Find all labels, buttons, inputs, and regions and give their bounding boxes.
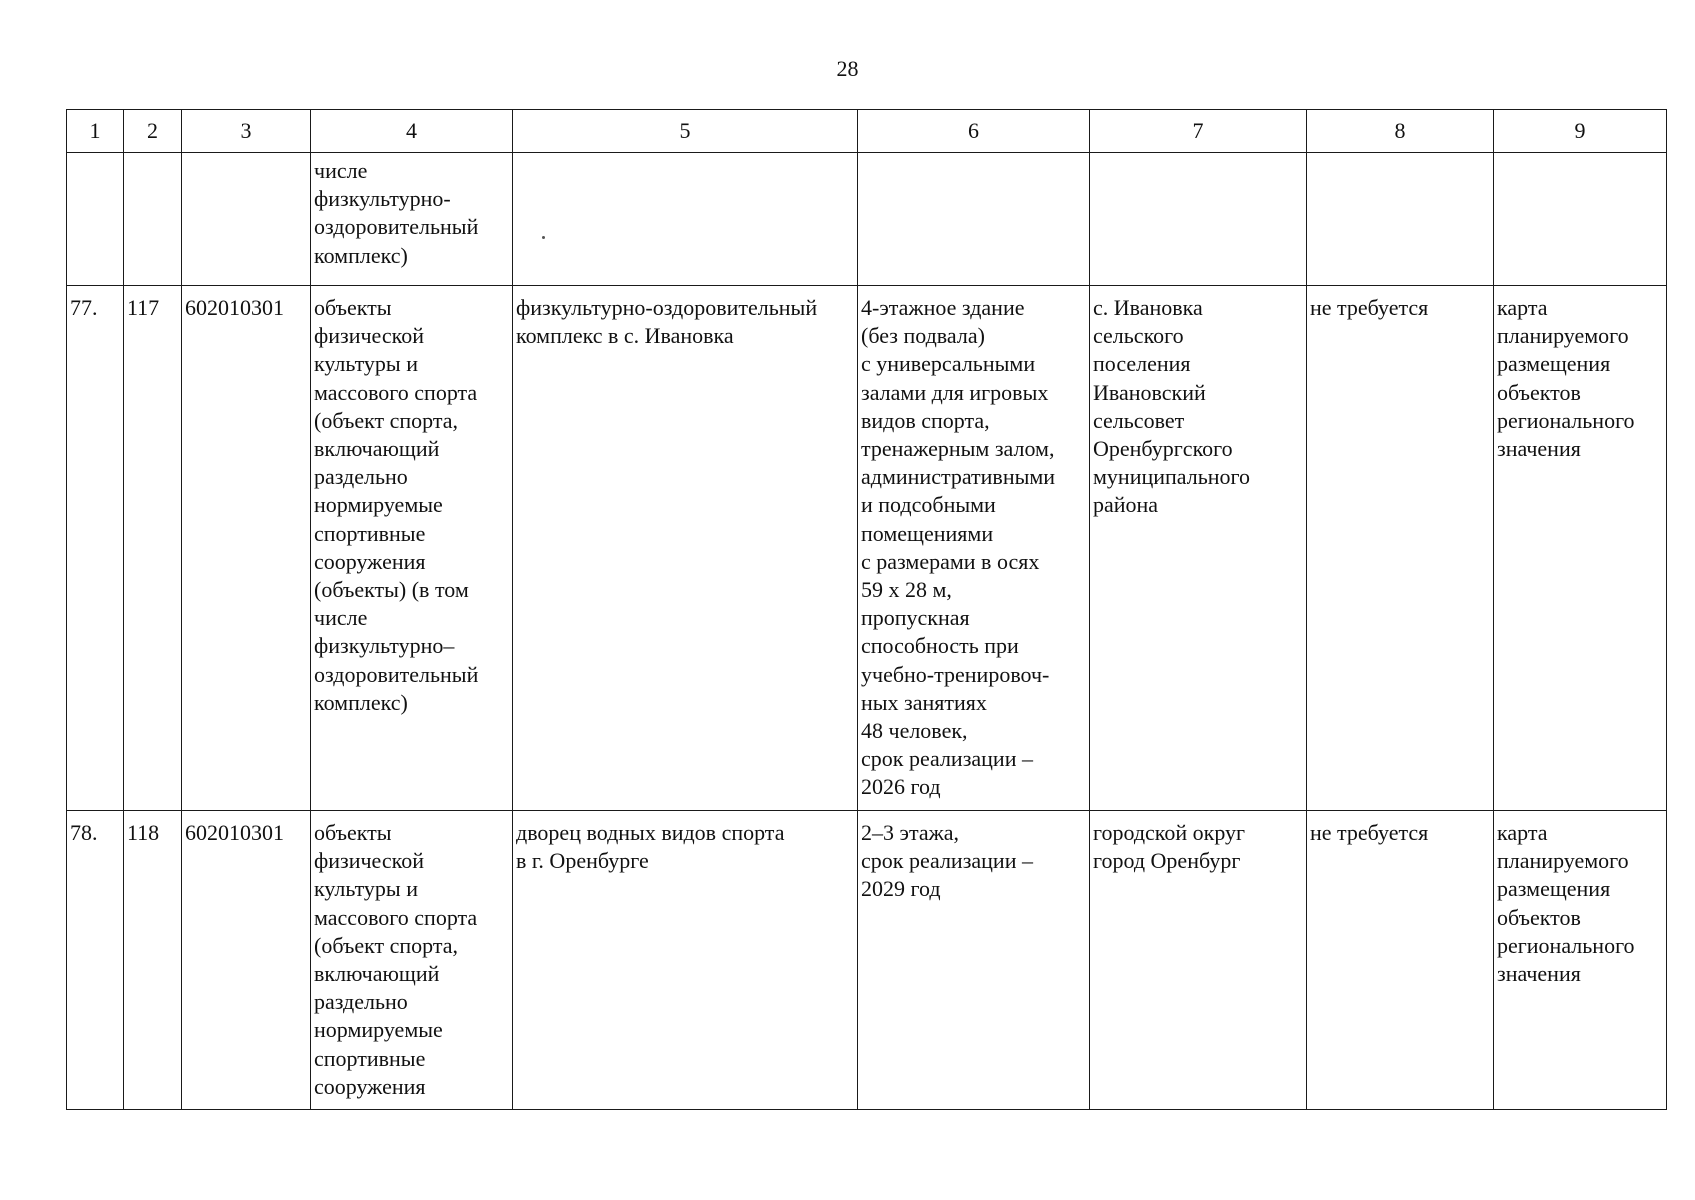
column-header-1: 1 xyxy=(67,110,124,153)
table-row-continuation xyxy=(67,153,1667,286)
cell-object-type: объекты физической культуры и массового спорта (объект спорта, включающий раздельно нормируемые спортивные сооружения xyxy=(311,811,513,1110)
cell-characteristics: 2–3 этажа, срок реализации – 2029 год xyxy=(858,811,1090,1110)
cell-row-number: 77. xyxy=(67,286,124,811)
table-row-78 xyxy=(67,811,1667,1110)
document-table xyxy=(66,109,1667,1110)
column-header-5: 5 xyxy=(513,110,858,153)
cell-location: городской округ город Оренбург xyxy=(1090,811,1307,1110)
cell-object-type: числе физкультурно- оздоровительный комплекс) xyxy=(311,153,513,286)
cell-row-number xyxy=(67,153,124,286)
cell-map: карта планируемого размещения объектов регионального значения xyxy=(1494,811,1667,1110)
cell-object-name: физкультурно-оздоровительный комплекс в с. Ивановка xyxy=(513,286,858,811)
cell-row-number: 78. xyxy=(67,811,124,1110)
cell-object-name xyxy=(513,153,858,286)
cell-object-type: объекты физической культуры и массового спорта (объект спорта, включающий раздельно нормируемые спортивные сооружения (объекты) (в том числе физкультурно– оздоровительный комплекс) xyxy=(311,286,513,811)
cell-location: с. Ивановка сельского поселения Ивановский сельсовет Оренбургского муниципального района xyxy=(1090,286,1307,811)
cell-zone xyxy=(1307,153,1494,286)
cell-characteristics: 4-этажное здание (без подвала) с универсальными залами для игровых видов спорта, тренажерным залом, административными и подсобными помещениями с размерами в осях 59 х 28 м, пропускная способность при учебно-тренировоч- ных занятиях 48 человек, срок реализации – 2026 год xyxy=(858,286,1090,811)
column-header-9: 9 xyxy=(1494,110,1667,153)
cell-item-number: 118 xyxy=(124,811,182,1110)
column-header-8: 8 xyxy=(1307,110,1494,153)
cell-object-name: дворец водных видов спорта в г. Оренбурге xyxy=(513,811,858,1110)
column-header-2: 2 xyxy=(124,110,182,153)
cell-code: 602010301 xyxy=(182,286,311,811)
column-header-6: 6 xyxy=(858,110,1090,153)
column-header-4: 4 xyxy=(311,110,513,153)
page-number: 28 xyxy=(836,56,859,81)
cell-location xyxy=(1090,153,1307,286)
cell-map: карта планируемого размещения объектов регионального значения xyxy=(1494,286,1667,811)
header-row xyxy=(67,110,1667,153)
table-row-77 xyxy=(67,286,1667,811)
cell-zone: не требуется xyxy=(1307,286,1494,811)
cell-item-number: 117 xyxy=(124,286,182,811)
cell-map xyxy=(1494,153,1667,286)
stray-dot xyxy=(542,236,545,239)
cell-item-number xyxy=(124,153,182,286)
cell-characteristics xyxy=(858,153,1090,286)
column-header-3: 3 xyxy=(182,110,311,153)
cell-zone: не требуется xyxy=(1307,811,1494,1110)
column-header-7: 7 xyxy=(1090,110,1307,153)
cell-code: 602010301 xyxy=(182,811,311,1110)
cell-code xyxy=(182,153,311,286)
